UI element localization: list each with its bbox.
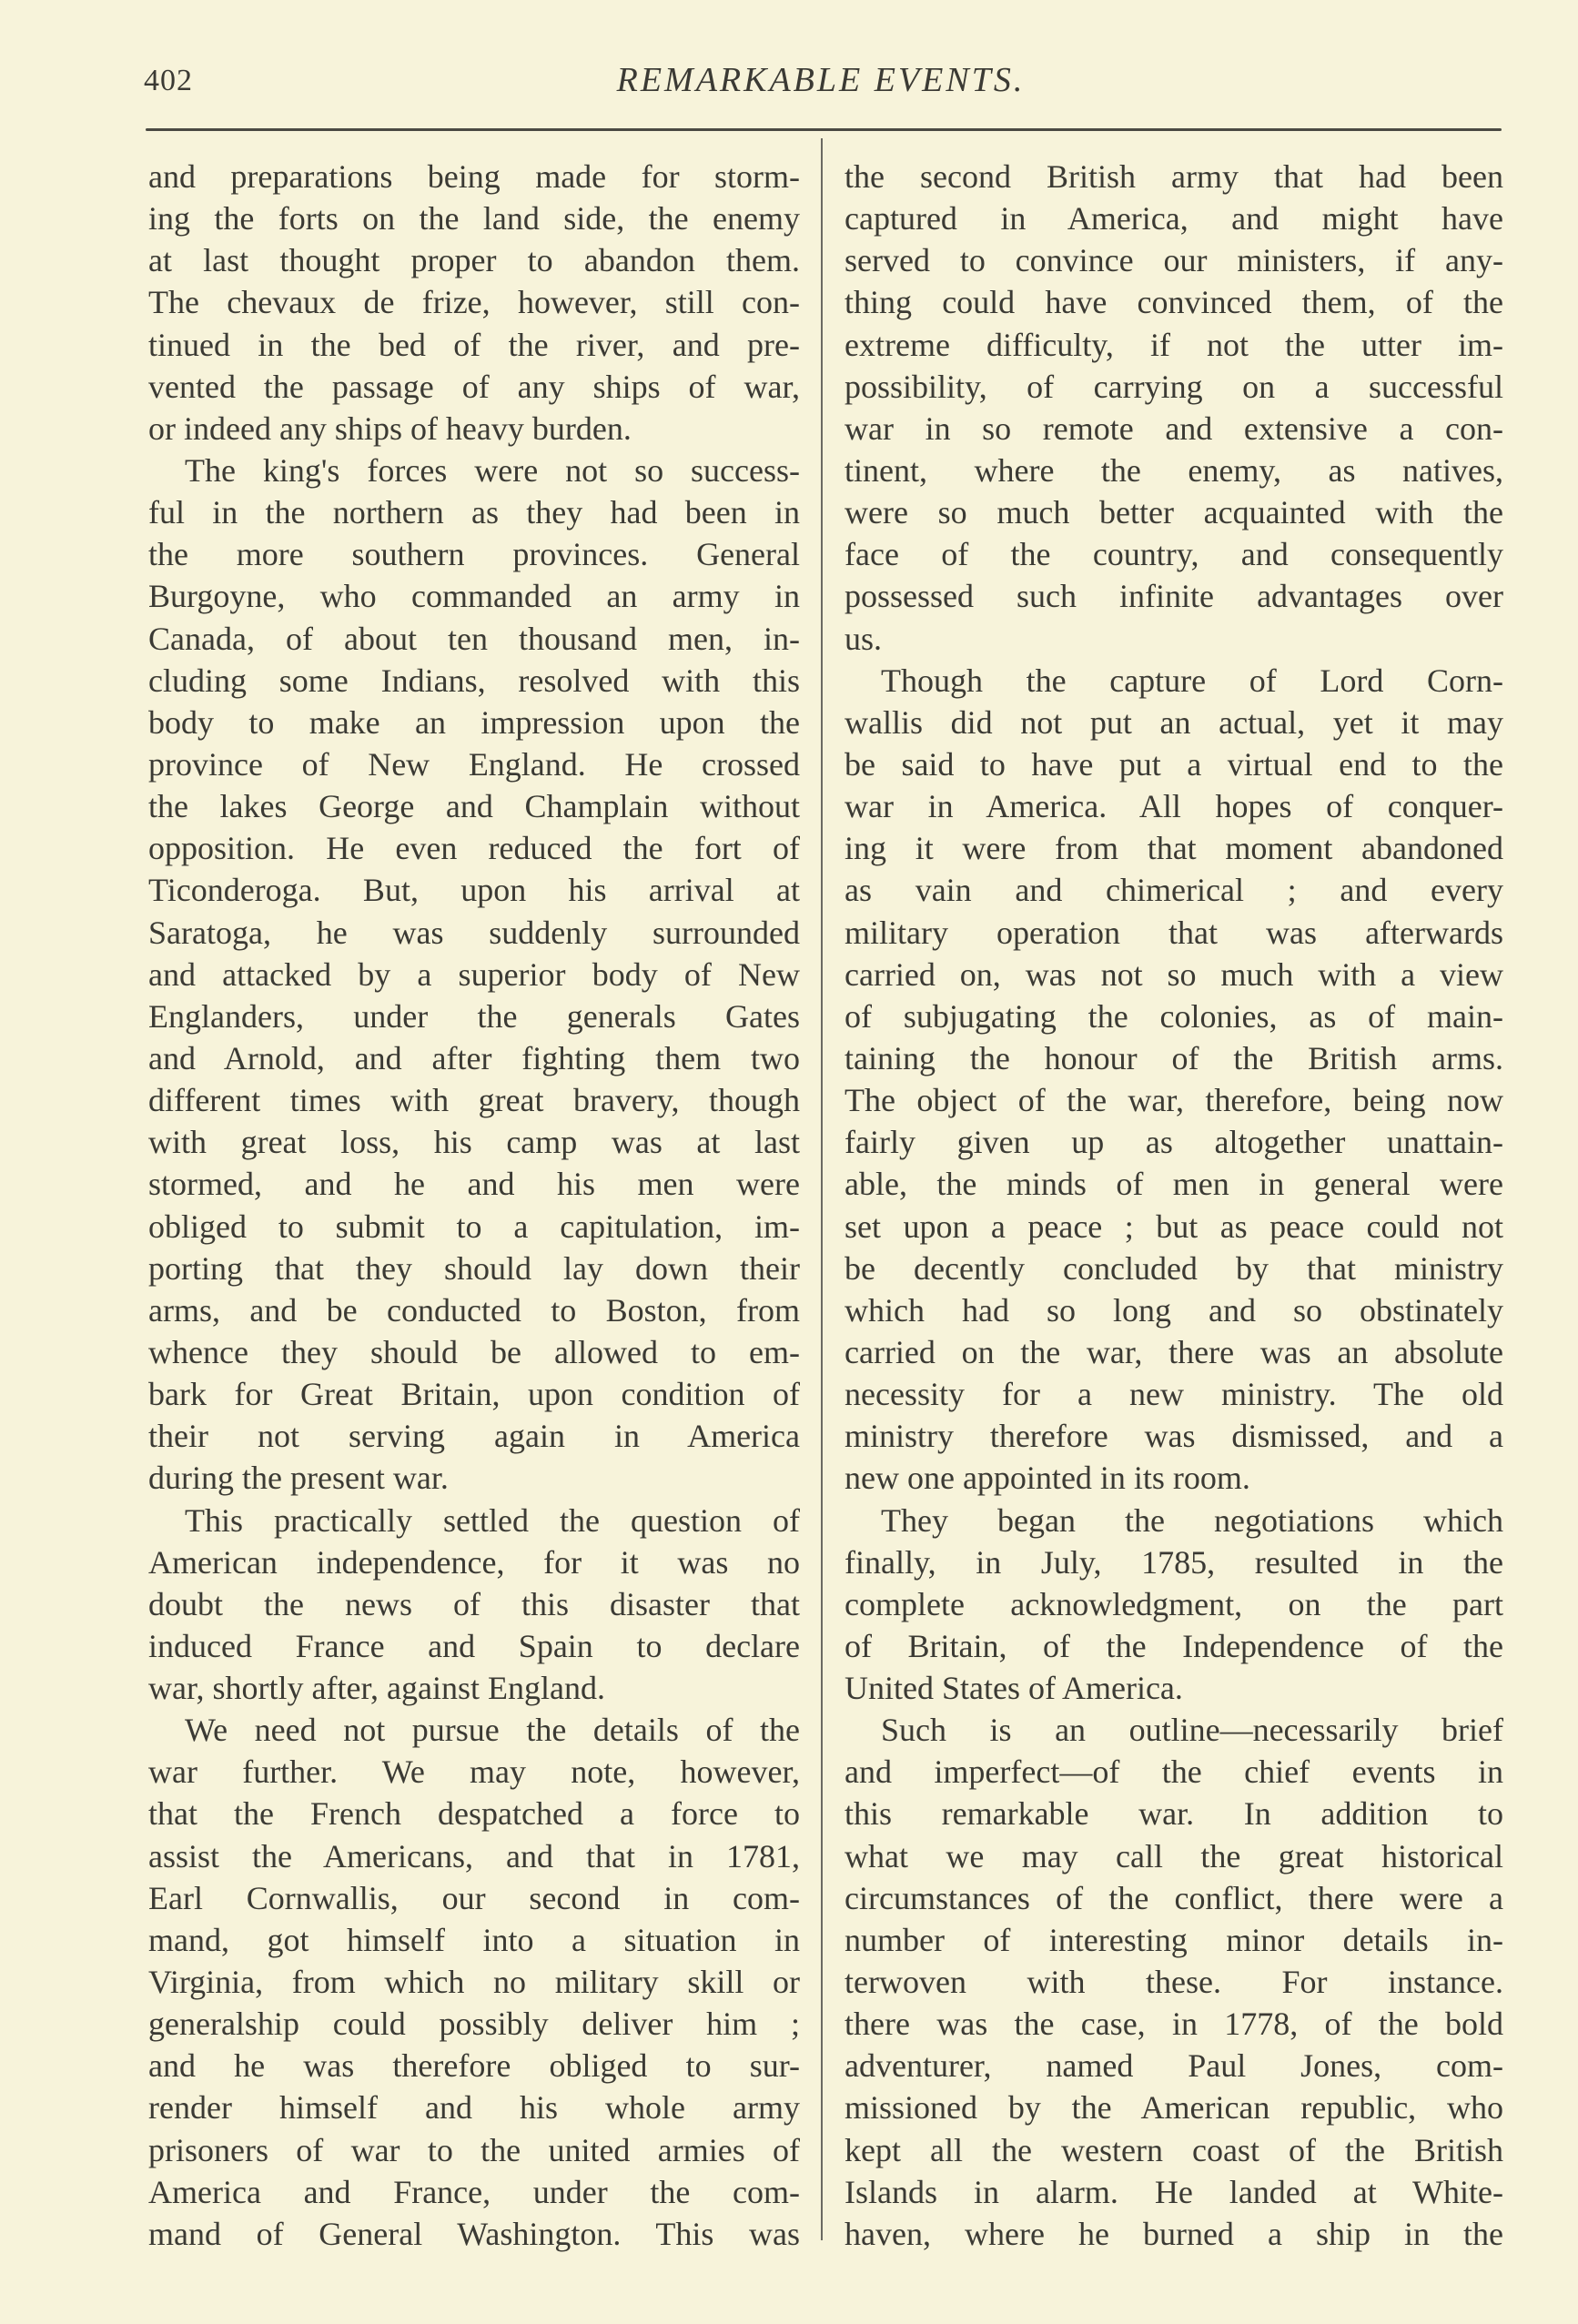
text-line: finally, in July, 1785, resulted in the: [845, 1543, 1503, 1581]
text-line: possessed such infinite advantages over: [845, 578, 1503, 615]
text-line: complete acknowledgment, on the part: [845, 1585, 1503, 1622]
text-line: us.: [845, 620, 883, 657]
text-line: This practically settled the question of: [185, 1501, 800, 1539]
text-line: whence they should be allowed to em-: [148, 1333, 800, 1370]
text-line: kept all the western coast of the British: [845, 2131, 1503, 2168]
text-line: Ticonderoga. But, upon his arrival at: [148, 872, 800, 909]
paragraph: [845, 1709, 1503, 2255]
text-line: ful in the northern as they had been in: [148, 494, 800, 531]
text-line: taining the honour of the British arms.: [845, 1039, 1503, 1076]
text-line: war in so remote and extensive a con-: [845, 409, 1503, 447]
text-line: the second British army that had been: [845, 158, 1503, 195]
text-line: the more southern provinces. General: [148, 536, 800, 573]
text-line: porting that they should lay down their: [148, 1249, 800, 1287]
text-line: carried on the war, there was an absolute: [845, 1333, 1503, 1370]
text-line: face of the country, and consequently: [845, 536, 1503, 573]
text-line: and he was therefore obliged to sur-: [148, 2047, 800, 2085]
text-line: their not serving again in America: [148, 1418, 800, 1455]
text-line: new one appointed in its room.: [845, 1460, 1250, 1497]
text-line: war further. We may note, however,: [148, 1753, 800, 1791]
text-line: wallis did not put an actual, yet it may: [845, 703, 1503, 741]
text-line: Though the capture of Lord Corn-: [881, 662, 1503, 699]
text-line: and Arnold, and after fighting them two: [148, 1039, 800, 1076]
text-line: adventurer, named Paul Jones, com-: [845, 2047, 1503, 2085]
text-line: that the French despatched a force to: [148, 1795, 800, 1833]
text-line: The chevaux de frize, however, still con-: [148, 284, 800, 321]
text-line: prisoners of war to the united armies of: [148, 2131, 800, 2168]
text-line: thing could have convinced them, of the: [845, 284, 1503, 321]
text-line: Islands in alarm. He landed at White-: [845, 2173, 1503, 2210]
paragraph: [845, 156, 1503, 660]
text-line: arms, and be conducted to Boston, from: [148, 1291, 800, 1329]
text-line: Canada, of about ten thousand men, in-: [148, 620, 800, 657]
text-line: during the present war.: [148, 1460, 449, 1497]
text-line: necessity for a new ministry. The old: [845, 1376, 1503, 1413]
text-line: number of interesting minor details in-: [845, 1921, 1503, 1958]
text-line: America and France, under the com-: [148, 2173, 800, 2210]
text-line: The object of the war, therefore, being now: [845, 1082, 1503, 1119]
text-line: there was the case, in 1778, of the bold: [845, 2006, 1503, 2043]
page-number: 402: [144, 64, 193, 97]
text-line: different times with great bravery, though: [148, 1082, 800, 1119]
text-line: doubt the news of this disaster that: [148, 1585, 800, 1622]
text-line: province of New England. He crossed: [148, 745, 800, 783]
paragraph: [148, 1500, 800, 1710]
text-line: haven, where he burned a ship in the: [845, 2215, 1503, 2252]
text-line: Such is an outline—necessarily brief: [881, 1712, 1503, 1749]
text-line: carried on, was not so much with a view: [845, 955, 1503, 993]
text-line: or indeed any ships of heavy burden.: [148, 409, 632, 447]
text-line: render himself and his whole army: [148, 2089, 800, 2127]
text-line: war, shortly after, against England.: [148, 1670, 605, 1707]
column-divider: [821, 138, 823, 2240]
text-line: ministry therefore was dismissed, and a: [845, 1418, 1503, 1455]
text-line: Burgoyne, who commanded an army in: [148, 578, 800, 615]
text-line: able, the minds of men in general were: [845, 1166, 1503, 1203]
text-line: the lakes George and Champlain without: [148, 788, 800, 825]
text-line: terwoven with these. For instance.: [845, 1964, 1503, 2001]
text-line: tinent, where the enemy, as natives,: [845, 451, 1503, 489]
text-line: Saratoga, he was suddenly surrounded: [148, 914, 800, 951]
text-line: mand, got himself into a situation in: [148, 1921, 800, 1958]
paragraph: [148, 156, 800, 450]
text-line: Earl Cornwallis, our second in com-: [148, 1879, 800, 1916]
header-rule: [146, 128, 1502, 131]
text-line: opposition. He even reduced the fort of: [148, 830, 800, 867]
text-line: They began the negotiations which: [881, 1501, 1503, 1539]
text-line: The king's forces were not so success-: [185, 451, 800, 489]
paragraph: [148, 1709, 800, 2255]
text-line: and attacked by a superior body of New: [148, 955, 800, 993]
text-line: Virginia, from which no military skill or: [148, 1964, 800, 2001]
running-head: REMARKABLE EVENTS.: [616, 61, 1026, 99]
text-line: which had so long and so obstinately: [845, 1291, 1503, 1329]
text-line: mand of General Washington. This was: [148, 2215, 800, 2252]
text-line: with great loss, his camp was at last: [148, 1124, 800, 1161]
text-line: tinued in the bed of the river, and pre-: [148, 326, 800, 363]
text-line: missioned by the American republic, who: [845, 2089, 1503, 2127]
text-line: obliged to submit to a capitulation, im-: [148, 1207, 800, 1245]
text-line: vented the passage of any ships of war,: [148, 368, 800, 405]
text-line: circumstances of the conflict, there were a: [845, 1879, 1503, 1916]
text-line: be decently concluded by that ministry: [845, 1249, 1503, 1287]
text-line: be said to have put a virtual end to the: [845, 745, 1503, 783]
text-line: Englanders, under the generals Gates: [148, 997, 800, 1035]
text-line: generalship could possibly deliver him ;: [148, 2006, 800, 2043]
text-line: captured in America, and might have: [845, 200, 1503, 237]
text-line: bark for Great Britain, upon condition of: [148, 1376, 800, 1413]
text-line: extreme difficulty, if not the utter im-: [845, 326, 1503, 363]
text-line: possibility, of carrying on a successful: [845, 368, 1503, 405]
paragraph: [148, 450, 800, 1500]
text-line: war in America. All hopes of conquer-: [845, 788, 1503, 825]
text-line: American independence, for it was no: [148, 1543, 800, 1581]
right-column: [845, 156, 1503, 2255]
text-line: what we may call the great historical: [845, 1837, 1503, 1874]
text-line: United States of America.: [845, 1670, 1183, 1707]
text-line: of subjugating the colonies, as of main-: [845, 997, 1503, 1035]
text-line: this remarkable war. In addition to: [845, 1795, 1503, 1833]
left-column: [148, 156, 800, 2255]
text-line: and imperfect—of the chief events in: [845, 1753, 1503, 1791]
text-line: as vain and chimerical ; and every: [845, 872, 1503, 909]
text-line: ing it were from that moment abandoned: [845, 830, 1503, 867]
text-line: set upon a peace ; but as peace could not: [845, 1207, 1503, 1245]
text-line: stormed, and he and his men were: [148, 1166, 800, 1203]
text-line: of Britain, of the Independence of the: [845, 1627, 1503, 1664]
text-line: were so much better acquainted with the: [845, 494, 1503, 531]
text-line: and preparations being made for storm-: [148, 158, 800, 195]
paragraph: [845, 660, 1503, 1500]
paragraph: [845, 1500, 1503, 1710]
text-line: assist the Americans, and that in 1781,: [148, 1837, 800, 1874]
text-line: cluding some Indians, resolved with this: [148, 662, 800, 699]
text-line: We need not pursue the details of the: [185, 1712, 800, 1749]
text-line: fairly given up as altogether unattain-: [845, 1124, 1503, 1161]
text-line: body to make an impression upon the: [148, 703, 800, 741]
text-line: ing the forts on the land side, the enemy: [148, 200, 800, 237]
text-line: induced France and Spain to declare: [148, 1627, 800, 1664]
text-line: military operation that was afterwards: [845, 914, 1503, 951]
text-line: served to convince our ministers, if any-: [845, 242, 1503, 279]
text-line: at last thought proper to abandon them.: [148, 242, 800, 279]
